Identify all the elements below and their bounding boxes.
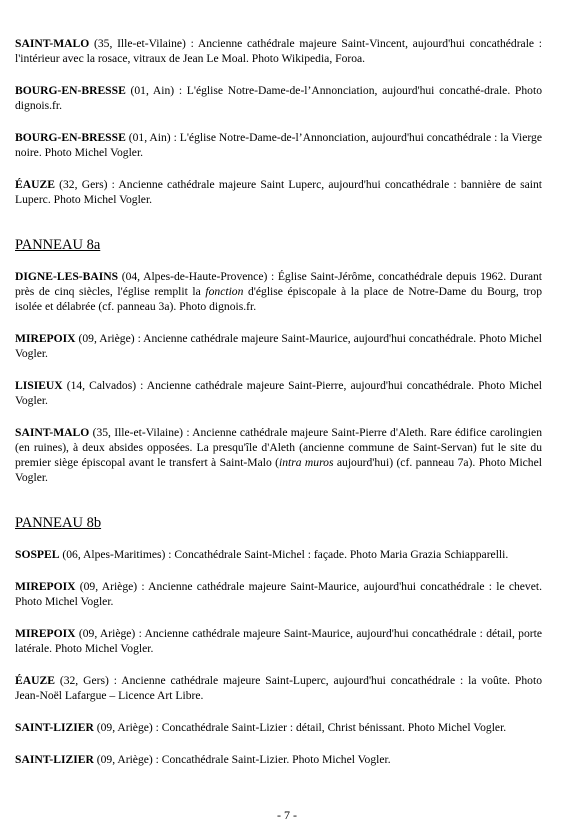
entry-bourg-1 <box>15 83 542 113</box>
entry-text: (01, Ain) : L'église Notre-Dame-de-l’Annonciation, aujourd'hui concathé-drale. Photo dignois.fr. <box>15 84 542 112</box>
entry-text-italic: intra muros <box>279 456 334 469</box>
entry-place: SAINT-MALO <box>15 37 90 50</box>
entry-saint-malo-1 <box>15 36 542 66</box>
entry-text: (04, Alpes-de-Haute-Provence) : Église Saint-Jérôme, concathédrale depuis 1962. Durant près de cinq siècles, l'église remplit la <box>15 270 542 298</box>
entry-saint-lizier-2 <box>15 752 542 767</box>
entry-place: ÉAUZE <box>15 178 55 191</box>
entry-text: (35, Ille-et-Vilaine) : Ancienne cathédrale majeure Saint-Pierre d'Aleth. Rare édifice carolingien (en ruines), à deux absides opposées. La presqu'île d'Aleth (ancienne commune de Saint-Servan) fut le site du premier siège épiscopal avant le transfert à Saint-Malo ( <box>15 426 542 469</box>
entry-text-italic: fonction <box>205 285 244 298</box>
page-number: - 7 - <box>277 808 297 822</box>
entry-digne <box>15 269 542 314</box>
entry-sospel <box>15 547 542 562</box>
entry-text: (09, Ariège) : Ancienne cathédrale majeure Saint-Maurice, aujourd'hui concathédrale : le chevet. Photo Michel Vogler. <box>15 580 542 608</box>
entry-place: ÉAUZE <box>15 674 55 687</box>
section-heading-8a: PANNEAU 8a <box>15 237 101 253</box>
entry-eauze-1 <box>15 177 542 207</box>
entry-text: (35, Ille-et-Vilaine) : Ancienne cathédrale majeure Saint-Vincent, aujourd'hui concathédrale : l'intérieur avec la rosace, vitraux de Jean Le Moal. Photo Wikipedia, Foroa. <box>15 37 542 65</box>
section-heading-8b: PANNEAU 8b <box>15 515 102 531</box>
entry-bourg-2 <box>15 130 542 160</box>
entry-mirepoix-3 <box>15 626 542 656</box>
entry-place: MIREPOIX <box>15 627 76 640</box>
entry-mirepoix-2 <box>15 579 542 609</box>
entry-text: (01, Ain) : L'église Notre-Dame-de-l’Annonciation, aujourd'hui concathédrale : la Vierge noire. Photo Michel Vogler. <box>15 131 542 159</box>
entry-place: BOURG-EN-BRESSE <box>15 84 126 97</box>
entry-text: (09, Ariège) : Concathédrale Saint-Lizier. Photo Michel Vogler. <box>93 753 391 766</box>
entry-place: MIREPOIX <box>15 580 76 593</box>
entry-text: (32, Gers) : Ancienne cathédrale majeure Saint Luperc, aujourd'hui concathédrale : bannière de saint Luperc. Photo Michel Vogler. <box>15 178 542 206</box>
entry-text: (32, Gers) : Ancienne cathédrale majeure Saint-Luperc, aujourd'hui concathédrale : la voûte. Photo Jean-Noël Lafargue – Licence Art Libre. <box>15 674 542 702</box>
entry-place: SAINT-LIZIER <box>15 721 94 734</box>
entry-place: DIGNE-LES-BAINS <box>15 270 119 283</box>
entry-text: (09, Ariège) : Ancienne cathédrale majeure Saint-Maurice, aujourd'hui concathédrale. Photo Michel Vogler. <box>15 332 542 360</box>
entry-place: LISIEUX <box>15 379 63 392</box>
entry-saint-lizier-1 <box>15 720 542 735</box>
entry-text: aujourd'hui) (cf. panneau 7a). Photo Michel Vogler. <box>15 456 542 484</box>
document-page <box>15 36 542 767</box>
entry-text: (09, Ariège) : Ancienne cathédrale majeure Saint-Maurice, aujourd'hui concathédrale : détail, porte latérale. Photo Michel Vogler. <box>15 627 542 655</box>
entry-saint-malo-2 <box>15 425 542 485</box>
entry-eauze-2 <box>15 673 542 703</box>
entry-place: BOURG-EN-BRESSE <box>15 131 126 144</box>
entry-lisieux <box>15 378 542 408</box>
entry-text: (06, Alpes-Maritimes) : Concathédrale Saint-Michel : façade. Photo Maria Grazia Schiapparelli. <box>59 548 509 561</box>
entry-place: MIREPOIX <box>15 332 76 345</box>
entry-place: SAINT-MALO <box>15 426 90 439</box>
entry-place: SOSPEL <box>15 548 60 561</box>
entry-text: (09, Ariège) : Concathédrale Saint-Lizier : détail, Christ bénissant. Photo Michel Vogler. <box>93 721 507 734</box>
entry-text: d'église épiscopale à la place de Notre-Dame du Bourg, trop isolée et délabrée (cf. panneau 3a). Photo dignois.fr. <box>15 285 543 313</box>
entry-text: (14, Calvados) : Ancienne cathédrale majeure Saint-Pierre, aujourd'hui concathédrale. Photo Michel Vogler. <box>15 379 542 407</box>
entry-place: SAINT-LIZIER <box>15 753 94 766</box>
entry-mirepoix-1 <box>15 331 542 361</box>
